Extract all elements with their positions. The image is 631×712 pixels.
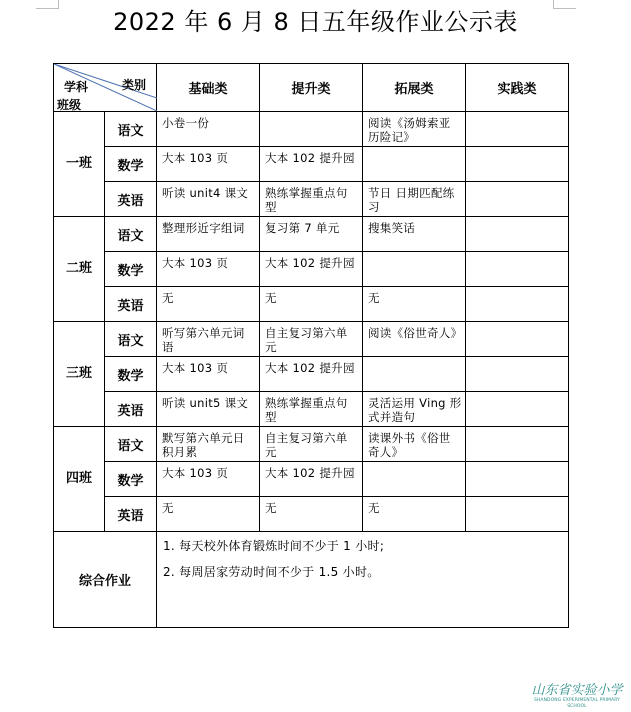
homework-cell: 听读 unit5 课文 xyxy=(157,392,260,427)
homework-cell xyxy=(466,182,569,217)
table-row xyxy=(54,322,569,357)
table-row xyxy=(54,497,569,532)
homework-cell xyxy=(466,112,569,147)
homework-cell: 默写第六单元日积月累 xyxy=(157,427,260,462)
summary-item: 2. 每周居家劳动时间不少于 1.5 小时。 xyxy=(163,565,380,579)
homework-cell: 复习第 7 单元 xyxy=(260,217,363,252)
homework-cell: 听读 unit4 课文 xyxy=(157,182,260,217)
homework-cell xyxy=(466,252,569,287)
homework-cell: 熟练掌握重点句型 xyxy=(260,392,363,427)
homework-cell: 无 xyxy=(260,287,363,322)
summary-label: 综合作业 xyxy=(54,532,157,628)
summary-item: 1. 每天校外体育锻炼时间不少于 1 小时; xyxy=(163,539,385,553)
homework-cell: 无 xyxy=(363,287,466,322)
homework-cell: 无 xyxy=(363,497,466,532)
table-row xyxy=(54,357,569,392)
homework-cell xyxy=(466,427,569,462)
homework-cell: 阅读《俗世奇人》 xyxy=(363,322,466,357)
homework-cell xyxy=(260,112,363,147)
page-title: 2022 年 6 月 8 日五年级作业公示表 xyxy=(113,8,518,36)
school-logo-chinese: 山东省实验小学 xyxy=(531,683,623,698)
homework-cell: 小卷一份 xyxy=(157,112,260,147)
homework-cell: 大本 103 页 xyxy=(157,147,260,182)
homework-cell: 整理形近字组词 xyxy=(157,217,260,252)
subject-cell: 英语 xyxy=(105,287,157,322)
homework-cell: 大本 103 页 xyxy=(157,252,260,287)
corner-label-class: 班级 xyxy=(57,98,82,112)
class-label-3: 三班 xyxy=(54,322,105,427)
homework-cell: 大本 103 页 xyxy=(157,462,260,497)
table-row xyxy=(54,217,569,252)
subject-cell: 数学 xyxy=(105,462,157,497)
table-row xyxy=(54,287,569,322)
subject-cell: 语文 xyxy=(105,112,157,147)
subject-cell: 数学 xyxy=(105,357,157,392)
class-label-4: 四班 xyxy=(54,427,105,532)
homework-cell: 无 xyxy=(157,287,260,322)
corner-label-subject: 学科 xyxy=(64,80,89,94)
homework-cell: 搜集笑话 xyxy=(363,217,466,252)
homework-cell: 大本 102 提升园 xyxy=(260,462,363,497)
homework-cell: 大本 102 提升园 xyxy=(260,357,363,392)
table-row xyxy=(54,427,569,462)
homework-cell xyxy=(466,357,569,392)
column-header-basic: 基础类 xyxy=(157,64,260,112)
homework-cell xyxy=(466,462,569,497)
school-logo xyxy=(527,684,627,710)
column-header-advanced: 提升类 xyxy=(260,64,363,112)
table-row xyxy=(54,462,569,497)
homework-cell xyxy=(363,252,466,287)
homework-cell: 熟练掌握重点句型 xyxy=(260,182,363,217)
homework-cell xyxy=(466,322,569,357)
homework-cell: 自主复习第六单元 xyxy=(260,427,363,462)
homework-cell xyxy=(363,147,466,182)
corner-label-category: 类别 xyxy=(122,78,147,92)
column-header-extension: 拓展类 xyxy=(363,64,466,112)
subject-cell: 数学 xyxy=(105,252,157,287)
subject-cell: 数学 xyxy=(105,147,157,182)
subject-cell: 语文 xyxy=(105,427,157,462)
homework-cell xyxy=(363,357,466,392)
homework-cell: 大本 102 提升园 xyxy=(260,147,363,182)
diagonal-header-cell xyxy=(54,64,157,112)
homework-cell xyxy=(363,462,466,497)
homework-cell: 听写第六单元词语 xyxy=(157,322,260,357)
homework-cell xyxy=(466,147,569,182)
homework-cell xyxy=(466,287,569,322)
subject-cell: 英语 xyxy=(105,392,157,427)
homework-cell xyxy=(466,217,569,252)
column-header-practice: 实践类 xyxy=(466,64,569,112)
table-row xyxy=(54,392,569,427)
subject-cell: 英语 xyxy=(105,182,157,217)
table-row xyxy=(54,182,569,217)
school-logo-english: SHANDONG EXPERIMENTAL PRIMARY SCHOOL xyxy=(533,698,621,709)
homework-table xyxy=(53,63,569,628)
homework-cell: 无 xyxy=(157,497,260,532)
homework-cell: 大本 102 提升园 xyxy=(260,252,363,287)
homework-cell: 自主复习第六单元 xyxy=(260,322,363,357)
table-row xyxy=(54,147,569,182)
homework-cell: 无 xyxy=(260,497,363,532)
header-row xyxy=(54,64,569,112)
summary-row xyxy=(54,532,569,628)
subject-cell: 语文 xyxy=(105,322,157,357)
subject-cell: 英语 xyxy=(105,497,157,532)
homework-cell xyxy=(466,392,569,427)
homework-cell: 大本 103 页 xyxy=(157,357,260,392)
table-row xyxy=(54,112,569,147)
homework-cell: 读课外书《俗世奇人》 xyxy=(363,427,466,462)
homework-cell: 阅读《汤姆索亚历险记》 xyxy=(363,112,466,147)
summary-items xyxy=(157,532,569,628)
homework-cell xyxy=(466,497,569,532)
homework-cell: 灵活运用 Ving 形式并造句 xyxy=(363,392,466,427)
subject-cell: 语文 xyxy=(105,217,157,252)
homework-cell: 节日 日期匹配练习 xyxy=(363,182,466,217)
table-row xyxy=(54,252,569,287)
class-label-1: 一班 xyxy=(54,112,105,217)
class-label-2: 二班 xyxy=(54,217,105,322)
